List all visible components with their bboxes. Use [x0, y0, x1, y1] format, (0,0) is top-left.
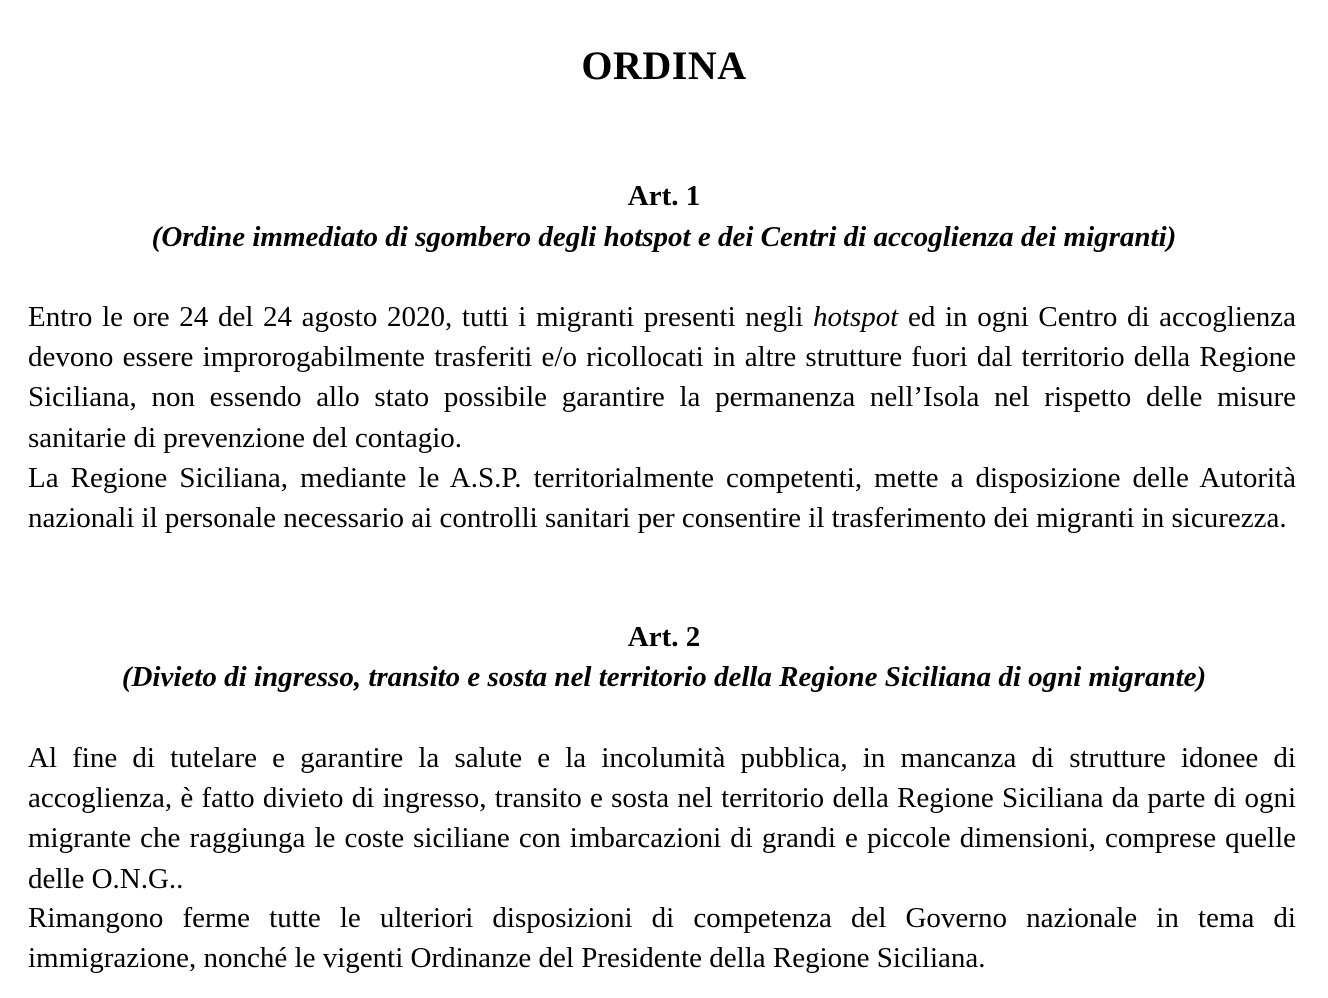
article-1-paragraph-2: La Regione Siciliana, mediante le A.S.P. territorialmente competenti, mette a disposizione delle Autorità nazionali il personale necessario ai controlli sanitari per consentire il trasferimento dei migranti in sicurezza.: [28, 462, 1296, 535]
article-1-heading: Art. 1: [627, 180, 701, 212]
article-1-paragraph-1-text-start: Entro le ore 24 del 24 agosto 2020, tutti i migranti presenti negli: [28, 301, 813, 333]
article-1-paragraph-1: [28, 297, 1296, 458]
article-2-subtitle: (Divieto di ingresso, transito e sosta nel territorio della Regione Siciliana di ogni migrante): [121, 661, 1207, 693]
document-title: ORDINA: [581, 43, 747, 88]
article-1-paragraph-1-emphasis: hotspot: [812, 301, 899, 333]
article-1-subtitle: (Ordine immediato di sgombero degli hotspot e dei Centri di accoglienza dei migranti): [151, 221, 1177, 253]
article-2-paragraph-2: Rimangono ferme tutte le ulteriori disposizioni di competenza del Governo nazionale in tema di immigrazione, nonché le vigenti Ordinanze del Presidente della Regione Siciliana.: [28, 902, 1296, 975]
article-1-paragraph-1-text-end: ed in ogni Centro di accoglienza devono essere improrogabilmente trasferiti e/o ricollocati in altre strutture fuori dal territorio della Regione Siciliana, non essendo allo stato possibile garantire la permanenza nell’Isola nel rispetto delle misure sanitarie di prevenzione del contagio.: [28, 301, 1296, 454]
article-2-paragraph-1: Al fine di tutelare e garantire la salute e la incolumità pubblica, in mancanza di strutture idonee di accoglienza, è fatto divieto di ingresso, transito e sosta nel territorio della Regione Siciliana da parte di ogni migrante che raggiunga le coste siciliane con imbarcazioni di grandi e piccole dimensioni, comprese quelle delle O.N.G..: [28, 742, 1296, 895]
article-2-heading: Art. 2: [627, 621, 701, 653]
